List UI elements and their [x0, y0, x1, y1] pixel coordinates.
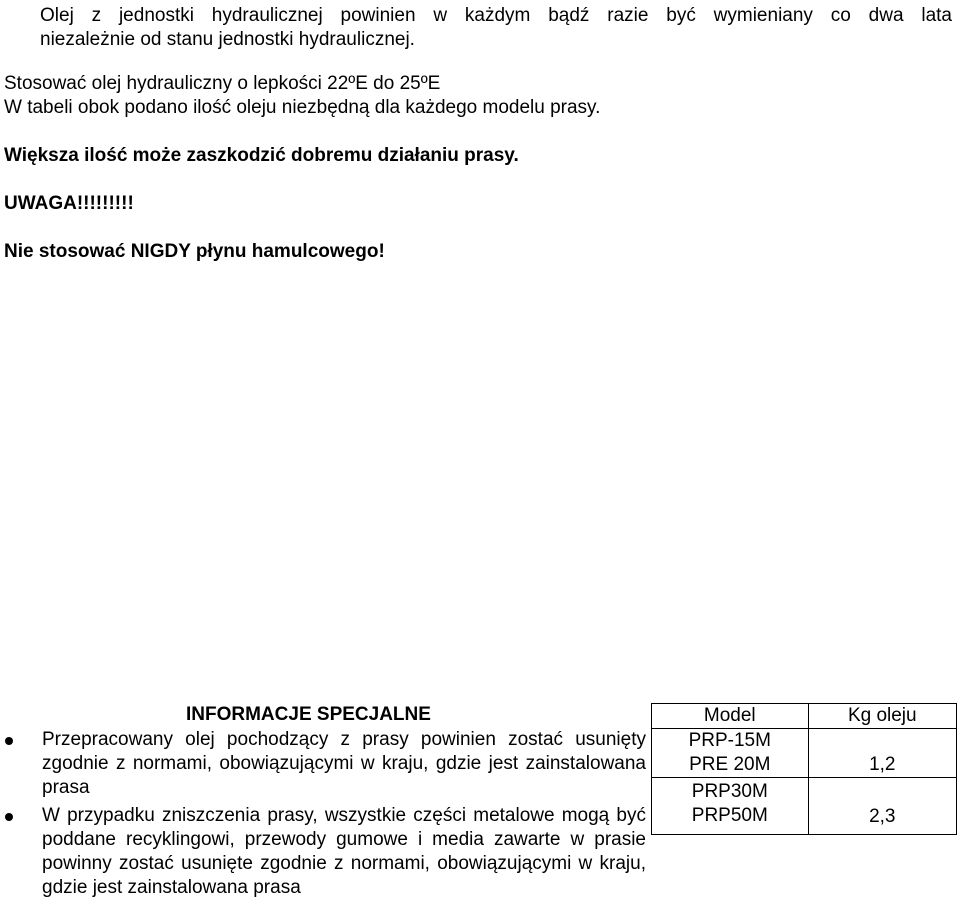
- special-info-list: [0, 728, 646, 900]
- model-cell: [652, 778, 809, 835]
- model-name: PRP30M: [691, 781, 768, 802]
- list-item-text: W przypadku zniszczenia prasy, wszystkie części metalowe mogą być poddane recyklingowi, przewody gumowe i media zawarte w prasie powinny zostać usunięte zgodnie z normami, obowiązującymi w kraju, gdzie jest zainstalowana prasa: [42, 805, 646, 898]
- special-info-heading: INFORMACJE SPECJALNE: [186, 704, 431, 725]
- table-reference-text: W tabeli obok podano ilość oleju niezbędną dla każdego modelu prasy.: [4, 97, 601, 118]
- kg-cell: 1,2: [808, 729, 956, 778]
- model-name: PRE 20M: [689, 754, 771, 775]
- table-row: [652, 729, 957, 778]
- model-cell: [652, 729, 809, 778]
- model-name: PRP50M: [691, 805, 768, 826]
- uwaga-heading: UWAGA!!!!!!!!!: [4, 193, 134, 214]
- model-name: PRP-15M: [688, 730, 771, 751]
- bullet-icon: [5, 737, 13, 745]
- oil-quantity-table: [651, 703, 957, 835]
- table-header-row: [652, 704, 957, 729]
- viscosity-text: Stosować olej hydrauliczny o lepkości 22ºE do 25ºE: [4, 73, 441, 94]
- kg-cell: 2,3: [808, 778, 956, 835]
- list-item: [0, 728, 646, 800]
- oil-change-paragraph: Olej z jednostki hydraulicznej powinien w każdym bądź razie być wymieniany co dwa lata: [40, 5, 952, 26]
- kg-column-header: Kg oleju: [808, 704, 956, 729]
- oil-change-paragraph-cont: niezależnie od stanu jednostki hydraulicznej.: [40, 29, 415, 50]
- list-item-text: Przepracowany olej pochodzący z prasy powinien zostać usunięty zgodnie z normami, obowiązującymi w kraju, gdzie jest zainstalowana prasa: [42, 729, 646, 798]
- table-row: [652, 778, 957, 835]
- excess-oil-warning: Większa ilość może zaszkodzić dobremu działaniu prasy.: [4, 145, 519, 166]
- list-item: [0, 804, 646, 900]
- model-column-header: Model: [652, 704, 809, 729]
- brake-fluid-warning: Nie stosować NIGDY płynu hamulcowego!: [4, 241, 385, 262]
- bullet-icon: [5, 813, 13, 821]
